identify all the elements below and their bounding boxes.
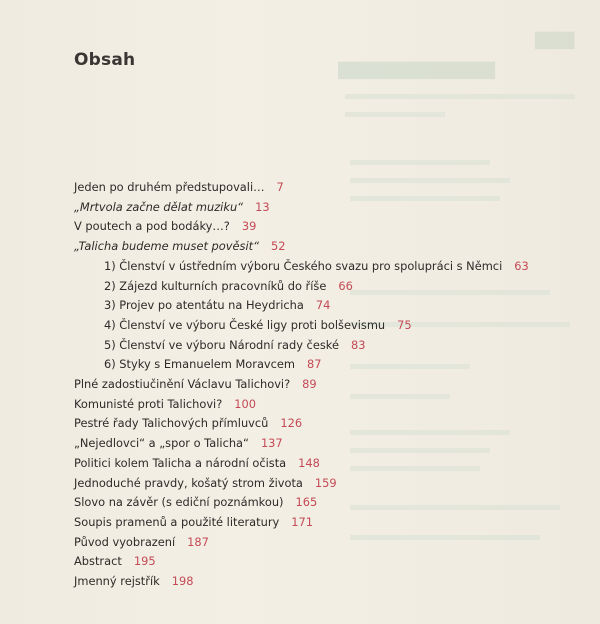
toc-entry [74,239,285,253]
toc-entry [74,219,256,233]
toc-entry [74,574,193,588]
toc-entry-page-number: 148 [298,456,320,470]
toc-entry-title: „Mrtvola začne dělat muziku“ [74,200,244,214]
toc-entry-title: „Talicha budeme muset pověsit“ [74,239,259,253]
toc-entry-page-number: 87 [307,357,322,371]
toc-entry [74,416,302,430]
toc-entry-page-number: 83 [350,338,366,352]
toc-entry-page-number: 171 [291,515,314,529]
toc-entry [74,377,317,391]
toc-entry-page-number: 100 [234,397,257,411]
toc-entry-page-number: 7 [276,180,284,194]
toc-entry-title: Jeden po druhém předstupovali… [74,180,265,194]
toc-entry-title: 3) Projev po atentátu na Heydricha [104,298,304,312]
toc-entry [104,259,529,273]
toc-entry [74,476,337,490]
toc-entry-page-number: 159 [314,476,337,490]
toc-entry [74,456,320,470]
toc-entry [74,397,256,411]
toc-entry [104,318,412,332]
toc-entry-title: Pestré řady Talichových přímluvců [74,416,269,430]
contents-heading: Obsah [74,50,136,70]
toc-entry-title: Jmenný rejstřík [74,574,160,588]
show-through-text: ▇▇▇▇▇▇▇▇▇▇▇▇ [338,60,495,80]
toc-entry-title: 2) Zájezd kulturních pracovníků do říše [104,279,327,293]
toc-entry [74,515,313,529]
toc-entry [74,180,284,194]
toc-entry-title: 5) Členství ve výboru Národní rady české [104,338,339,352]
toc-entry-page-number: 74 [315,298,331,312]
show-through-text: ▇▇▇ [535,30,575,50]
toc-entry [74,436,283,450]
toc-entry-page-number: 126 [280,416,303,430]
toc-entry-page-number: 137 [260,436,283,450]
toc-entry-title: Jednoduché pravdy, košatý strom života [74,476,303,490]
toc-entry-title: „Nejedlovci“ a „spor o Talicha“ [74,436,249,450]
toc-entry [74,495,317,509]
toc-entry-title: 1) Členství v ústředním výboru Českého svazu pro spolupráci s Němci [104,259,503,273]
toc-entry-title: 4) Členství ve výboru České ligy proti bolševismu [104,318,386,332]
toc-entry-title: Komunisté proti Talichovi? [74,397,223,411]
toc-entry [74,535,209,549]
toc-entry-title: Původ vyobrazení [74,535,176,549]
toc-entry-title: V poutech a pod bodáky…? [74,219,230,233]
toc-entry-page-number: 63 [514,259,529,273]
toc-entry-title: 6) Styky s Emanuelem Moravcem [104,357,296,371]
toc-entry-title: Plné zadostiučinění Václavu Talichovi? [74,377,291,391]
toc-entry [104,357,322,371]
toc-entry [104,279,353,293]
toc-entry-title: Politici kolem Talicha a národní očista [74,456,287,470]
toc-entry-page-number: 13 [255,200,270,214]
toc-entry-title: Abstract [74,554,122,568]
toc-entry-page-number: 187 [187,535,209,549]
toc-entry-page-number: 66 [338,279,353,293]
toc-entry [104,338,365,352]
toc-entry [74,200,270,214]
toc-entry-page-number: 198 [171,574,194,588]
toc-entry-page-number: 52 [270,239,286,253]
toc-entry-page-number: 165 [295,495,318,509]
toc-entry-page-number: 89 [302,377,317,391]
toc-entry-title: Soupis pramenů a použité literatury [74,515,280,529]
toc-entry-page-number: 75 [397,318,412,332]
toc-entry [74,554,156,568]
toc-entry-page-number: 39 [241,219,257,233]
toc-entry-title: Slovo na závěr (s ediční poznámkou) [74,495,284,509]
toc-entry [104,298,330,312]
toc-entry-page-number: 195 [133,554,156,568]
